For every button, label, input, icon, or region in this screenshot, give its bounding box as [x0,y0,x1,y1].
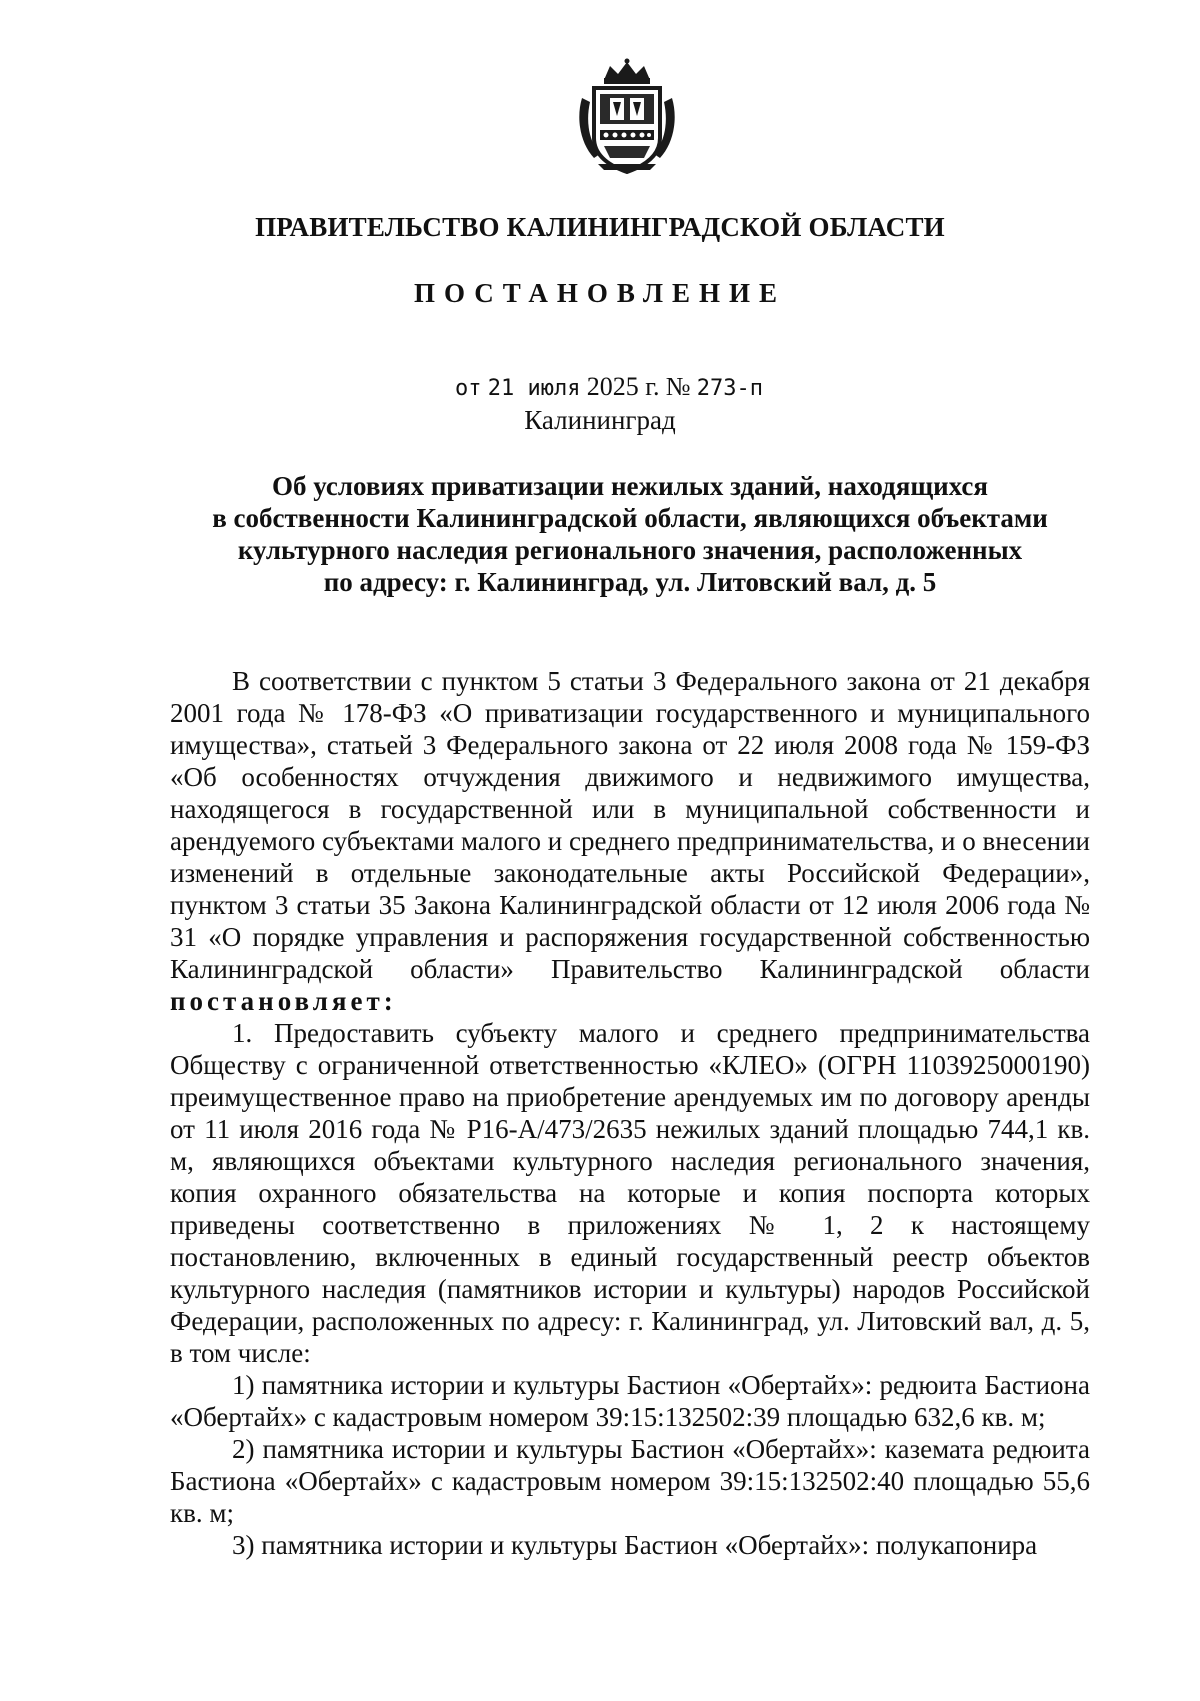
resolves-word: постановляет: [170,986,397,1016]
title-line: Об условиях приватизации нежилых зданий, находящихся [271,471,988,501]
subitem-paragraph: 1) памятника истории и культуры Бастион «Обертайх»: редюита Бастиона «Обертайх» с кадастровым номером 39:15:132502:39 площадью 632,6 кв. м; [170,1370,1090,1432]
date-year: 2025 г. [586,372,660,401]
preamble-paragraph [170,665,1090,1017]
title-line: по адресу: г. Калининград, ул. Литовский вал, д. 5 [323,567,937,597]
subitem-paragraph: 3) памятника истории и культуры Бастион «Обертайх»: полукапонира [232,1530,1038,1560]
government-name: ПРАВИТЕЛЬСТВО КАЛИНИНГРАДСКОЙ ОБЛАСТИ [255,212,945,242]
number-sign: № [665,372,691,401]
item-paragraph: 1. Предоставить субъекту малого и среднего предпринимательства Обществу с ограниченной ответственностью «КЛЕО» (ОГРН 1103925000190) преимущественное право на приобретение арендуемых им по договору аренды от 11 июля 2016 года № Р16-А/473/2635 нежилых зданий площадью 744,1 кв. м, являющихся объектами культурного наследия регионального значения, копия охранного обязательства на которые и копия поспорта которых приведены соответственно в приложениях № 1, 2 к настоящему постановлению, включенных в единый государственный реестр объектов культурного наследия (памятников истории и культуры) народов Российской Федерации, расположенных по адресу: г. Калининград, ул. Литовский вал, д. 5, в том числе: [170,1018,1090,1368]
date-prefix: от [455,376,482,401]
date-day-month: 21 июля [487,376,581,401]
title-line: культурного наследия регионального значения, расположенных [237,535,1023,565]
coat-of-arms-icon [574,58,680,174]
document-number: 273-п [696,376,763,401]
document-city: Калининград [524,405,676,435]
document-dateline [455,372,763,402]
document-title [170,470,1090,598]
title-line: в собственности Калининградской области, являющихся объектами [212,503,1048,533]
document-type: ПОСТАНОВЛЕНИЕ [413,278,787,308]
preamble-text: В соответствии с пунктом 5 статьи 3 Федерального закона от 21 декабря 2001 года № 178-ФЗ «О приватизации государственного и муниципального имущества», статьей 3 Федерального закона от 22 июля 2008 года № 159-ФЗ «Об особенностях отчуждения движимого и недвижимого имущества, находящегося в государственной или в муниципальной собственности и арендуемого субъектами малого и среднего предпринимательства, и о внесении изменений в отдельные законодательные акты Российской Федерации», пунктом 3 статьи 35 Закона Калининградской области от 12 июля 2006 года № 31 «О порядке управления и распоряжения государственной собственностью Калининградской области» Правительство Калининградской области [170,666,1090,984]
document-body [170,665,1090,1561]
subitem-paragraph: 2) памятника истории и культуры Бастион «Обертайх»: каземата редюита Бастиона «Обертайх» с кадастровым номером 39:15:132502:40 площадью 55,6 кв. м; [170,1434,1090,1528]
